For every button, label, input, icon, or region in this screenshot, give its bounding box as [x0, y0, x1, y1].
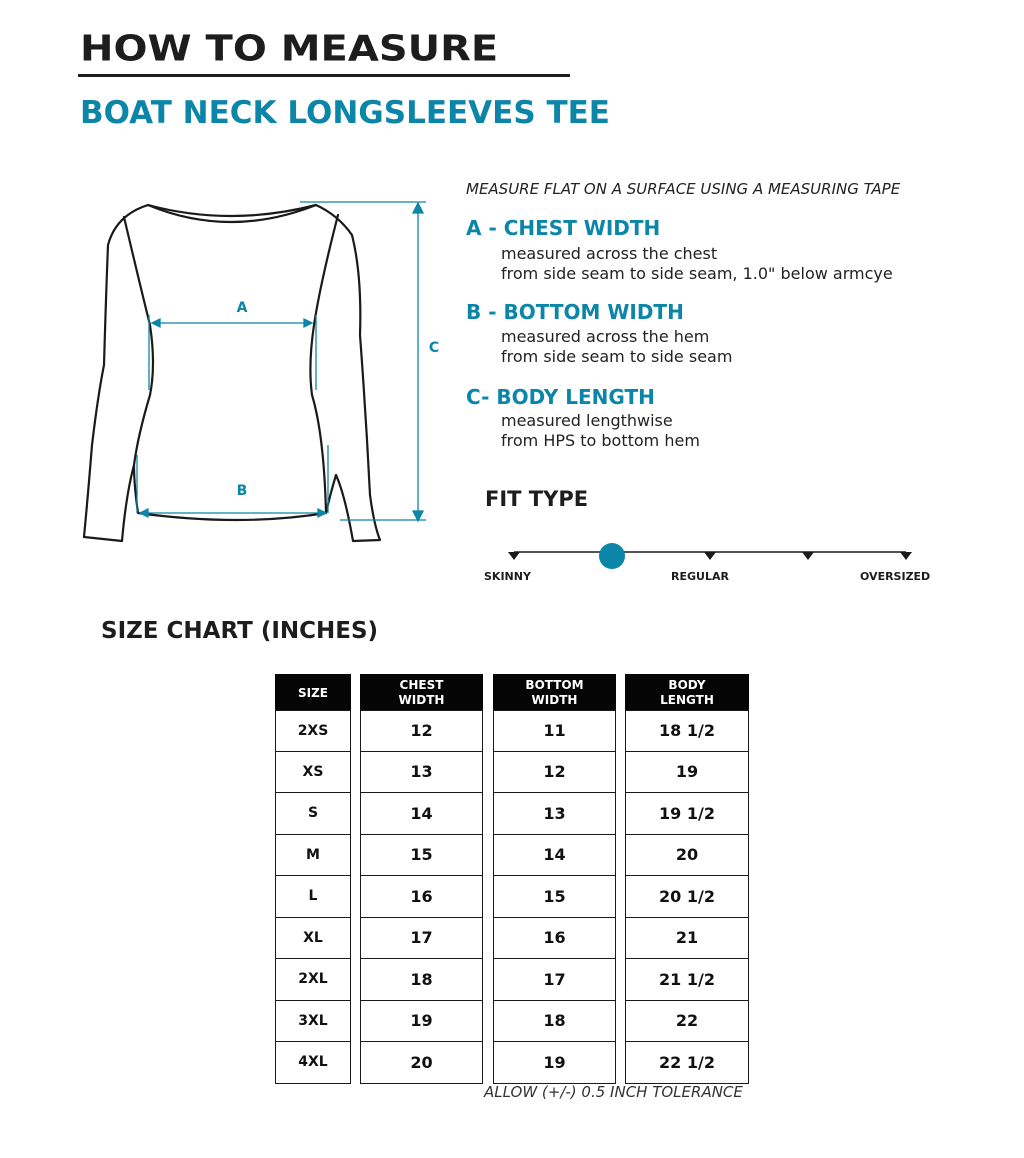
table-cell-chest: 14 — [360, 793, 483, 835]
table-cell-size: S — [275, 793, 351, 835]
product-name: BOAT NECK LONGSLEEVES TEE — [80, 95, 610, 131]
body-length-column — [625, 674, 749, 1084]
fit-label-regular: REGULAR — [671, 570, 729, 583]
table-cell-length: 20 — [625, 835, 749, 877]
label-b: B — [236, 483, 248, 499]
tee-outline — [84, 205, 380, 541]
table-cell-bottom: 11 — [493, 710, 616, 752]
chest-width-line2: from side seam to side seam, 1.0" below armcye — [501, 264, 893, 283]
chest-width-line1: measured across the chest — [501, 244, 718, 263]
chest-width-header: CHEST WIDTH — [360, 674, 483, 710]
fit-tick-2 — [704, 552, 716, 560]
bottom-width-title: B - BOTTOM WIDTH — [466, 300, 684, 324]
body-length-title: C- BODY LENGTH — [466, 385, 655, 409]
bottom-arrow-right — [318, 509, 326, 517]
body-length-line2: from HPS to bottom hem — [501, 431, 700, 450]
table-cell-chest: 18 — [360, 959, 483, 1001]
table-cell-chest: 20 — [360, 1042, 483, 1084]
measure-note: MEASURE FLAT ON A SURFACE USING A MEASURING TAPE — [466, 180, 901, 198]
length-arrow-top — [413, 203, 423, 213]
table-cell-size: 2XL — [275, 959, 351, 1001]
label-a: A — [236, 300, 248, 316]
bottom-width-line2: from side seam to side seam — [501, 347, 733, 366]
chest-arrow-right — [304, 319, 312, 327]
table-cell-bottom: 16 — [493, 918, 616, 960]
table-cell-size: L — [275, 876, 351, 918]
table-cell-length: 19 — [625, 752, 749, 794]
body-length-header: BODY LENGTH — [625, 674, 749, 710]
chest-width-column — [360, 674, 483, 1084]
table-cell-size: 2XS — [275, 710, 351, 752]
fit-tick-4 — [900, 552, 912, 560]
table-cell-bottom: 12 — [493, 752, 616, 794]
table-cell-bottom: 19 — [493, 1042, 616, 1084]
table-cell-length: 22 1/2 — [625, 1042, 749, 1084]
fit-type-scale — [500, 540, 920, 570]
table-cell-chest: 17 — [360, 918, 483, 960]
size-column — [275, 674, 351, 1084]
table-cell-size: 3XL — [275, 1001, 351, 1043]
table-cell-length: 22 — [625, 1001, 749, 1043]
chest-width-title: A - CHEST WIDTH — [466, 216, 661, 240]
fit-tick-3 — [802, 552, 814, 560]
fit-tick-1 — [508, 552, 520, 560]
table-cell-length: 20 1/2 — [625, 876, 749, 918]
table-cell-bottom: 13 — [493, 793, 616, 835]
fit-label-skinny: SKINNY — [484, 570, 531, 583]
table-cell-size: XS — [275, 752, 351, 794]
table-cell-length: 18 1/2 — [625, 710, 749, 752]
tolerance-note: ALLOW (+/-) 0.5 INCH TOLERANCE — [484, 1083, 743, 1101]
body-length-line1: measured lengthwise — [501, 411, 673, 430]
table-cell-length: 21 1/2 — [625, 959, 749, 1001]
table-cell-size: 4XL — [275, 1042, 351, 1084]
table-cell-length: 21 — [625, 918, 749, 960]
title-underline — [78, 74, 570, 77]
bottom-width-column — [493, 674, 616, 1084]
garment-diagram — [80, 195, 450, 550]
page-title: HOW TO MEASURE — [80, 28, 499, 70]
table-cell-chest: 15 — [360, 835, 483, 877]
bottom-width-header: BOTTOM WIDTH — [493, 674, 616, 710]
table-cell-size: XL — [275, 918, 351, 960]
table-cell-size: M — [275, 835, 351, 877]
fit-type-title: FIT TYPE — [485, 487, 589, 511]
table-cell-bottom: 18 — [493, 1001, 616, 1043]
size-header: SIZE — [275, 674, 351, 710]
tee-right-sleeve-seam — [310, 215, 338, 513]
chest-arrow-left — [152, 319, 160, 327]
table-cell-chest: 16 — [360, 876, 483, 918]
bottom-width-line1: measured across the hem — [501, 327, 710, 346]
fit-label-oversized: OVERSIZED — [860, 570, 931, 583]
table-cell-chest: 19 — [360, 1001, 483, 1043]
table-cell-bottom: 17 — [493, 959, 616, 1001]
size-chart-title: SIZE CHART (INCHES) — [101, 618, 379, 644]
fit-selected-marker — [599, 543, 625, 569]
bottom-arrow-left — [140, 509, 148, 517]
table-cell-chest: 12 — [360, 710, 483, 752]
table-cell-chest: 13 — [360, 752, 483, 794]
tee-neckline — [148, 205, 316, 222]
table-cell-length: 19 1/2 — [625, 793, 749, 835]
label-c: C — [428, 340, 440, 356]
table-cell-bottom: 15 — [493, 876, 616, 918]
table-cell-bottom: 14 — [493, 835, 616, 877]
